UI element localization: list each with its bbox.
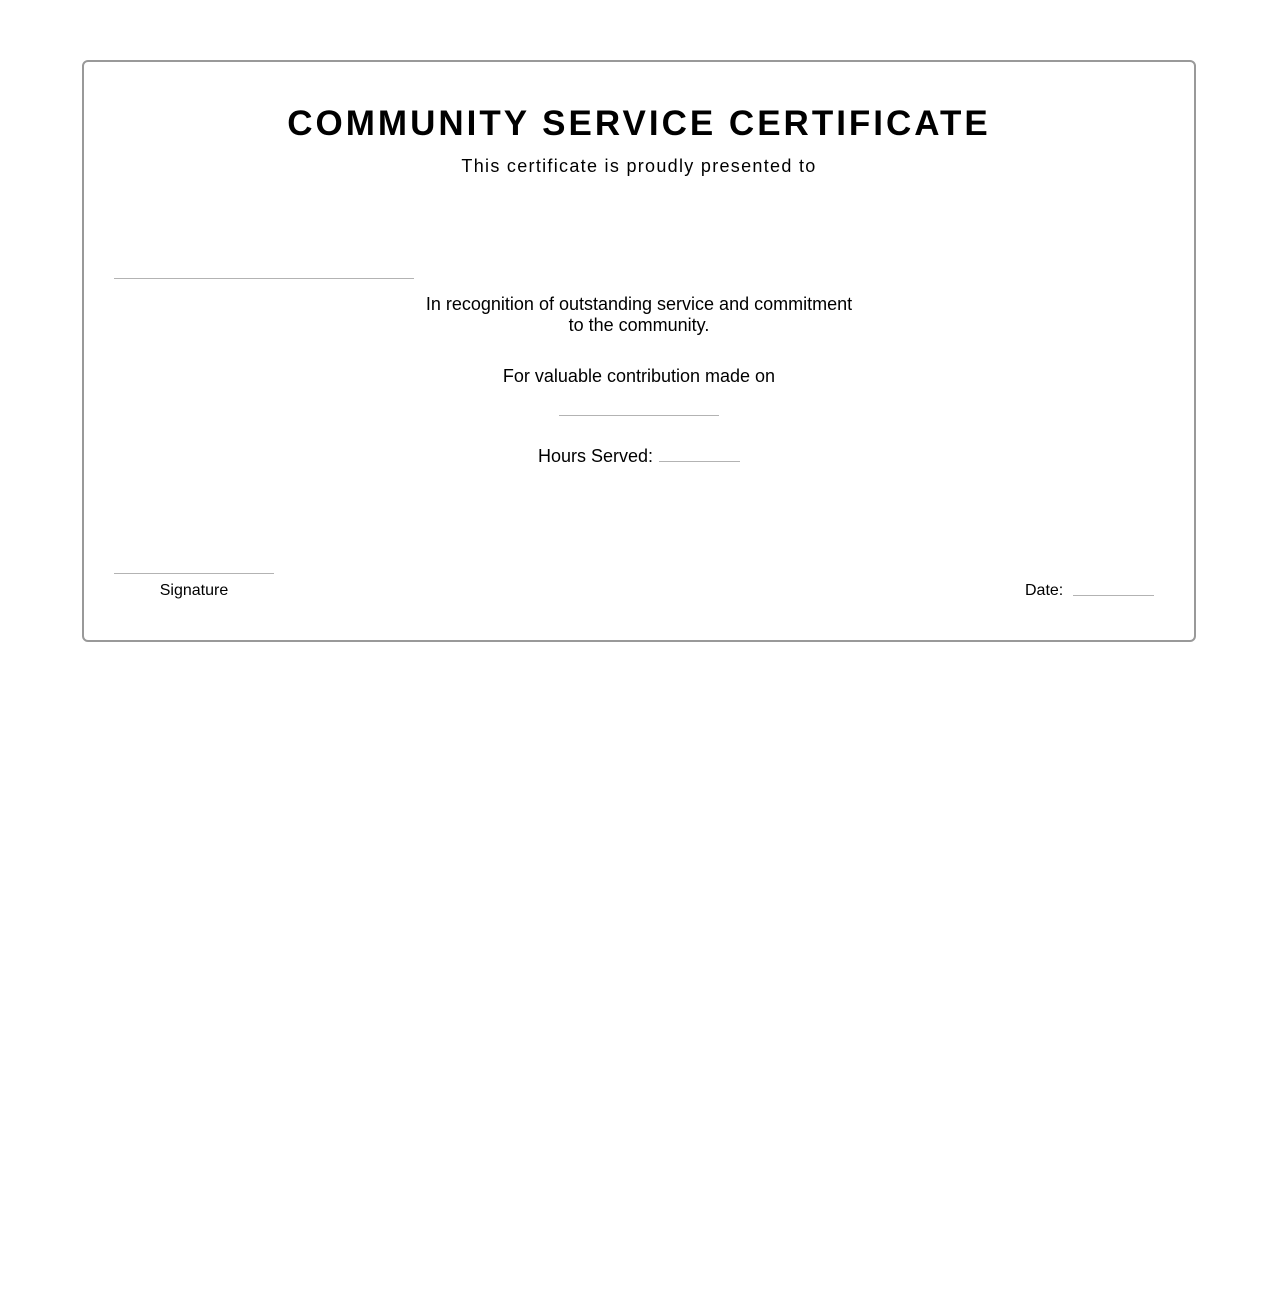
contribution-text: For valuable contribution made on xyxy=(502,366,776,386)
date-line xyxy=(1073,595,1154,596)
certificate-subtitle: This certificate is proudly presented to xyxy=(461,156,817,176)
hours-served-label: Hours Served: xyxy=(538,446,654,466)
signature-line xyxy=(114,573,274,574)
contribution-date-line xyxy=(559,415,719,416)
certificate-frame xyxy=(82,60,1196,642)
signature-label: Signature xyxy=(159,582,229,599)
recognition-text xyxy=(84,294,1194,336)
certificate-title: COMMUNITY SERVICE CERTIFICATE xyxy=(287,104,991,143)
recognition-line-2: to the community. xyxy=(568,315,710,335)
recipient-name-line xyxy=(114,278,414,279)
date-label: Date: xyxy=(1025,582,1064,599)
recognition-line-1: In recognition of outstanding service and commitment xyxy=(425,294,853,314)
hours-served-line xyxy=(659,461,740,462)
